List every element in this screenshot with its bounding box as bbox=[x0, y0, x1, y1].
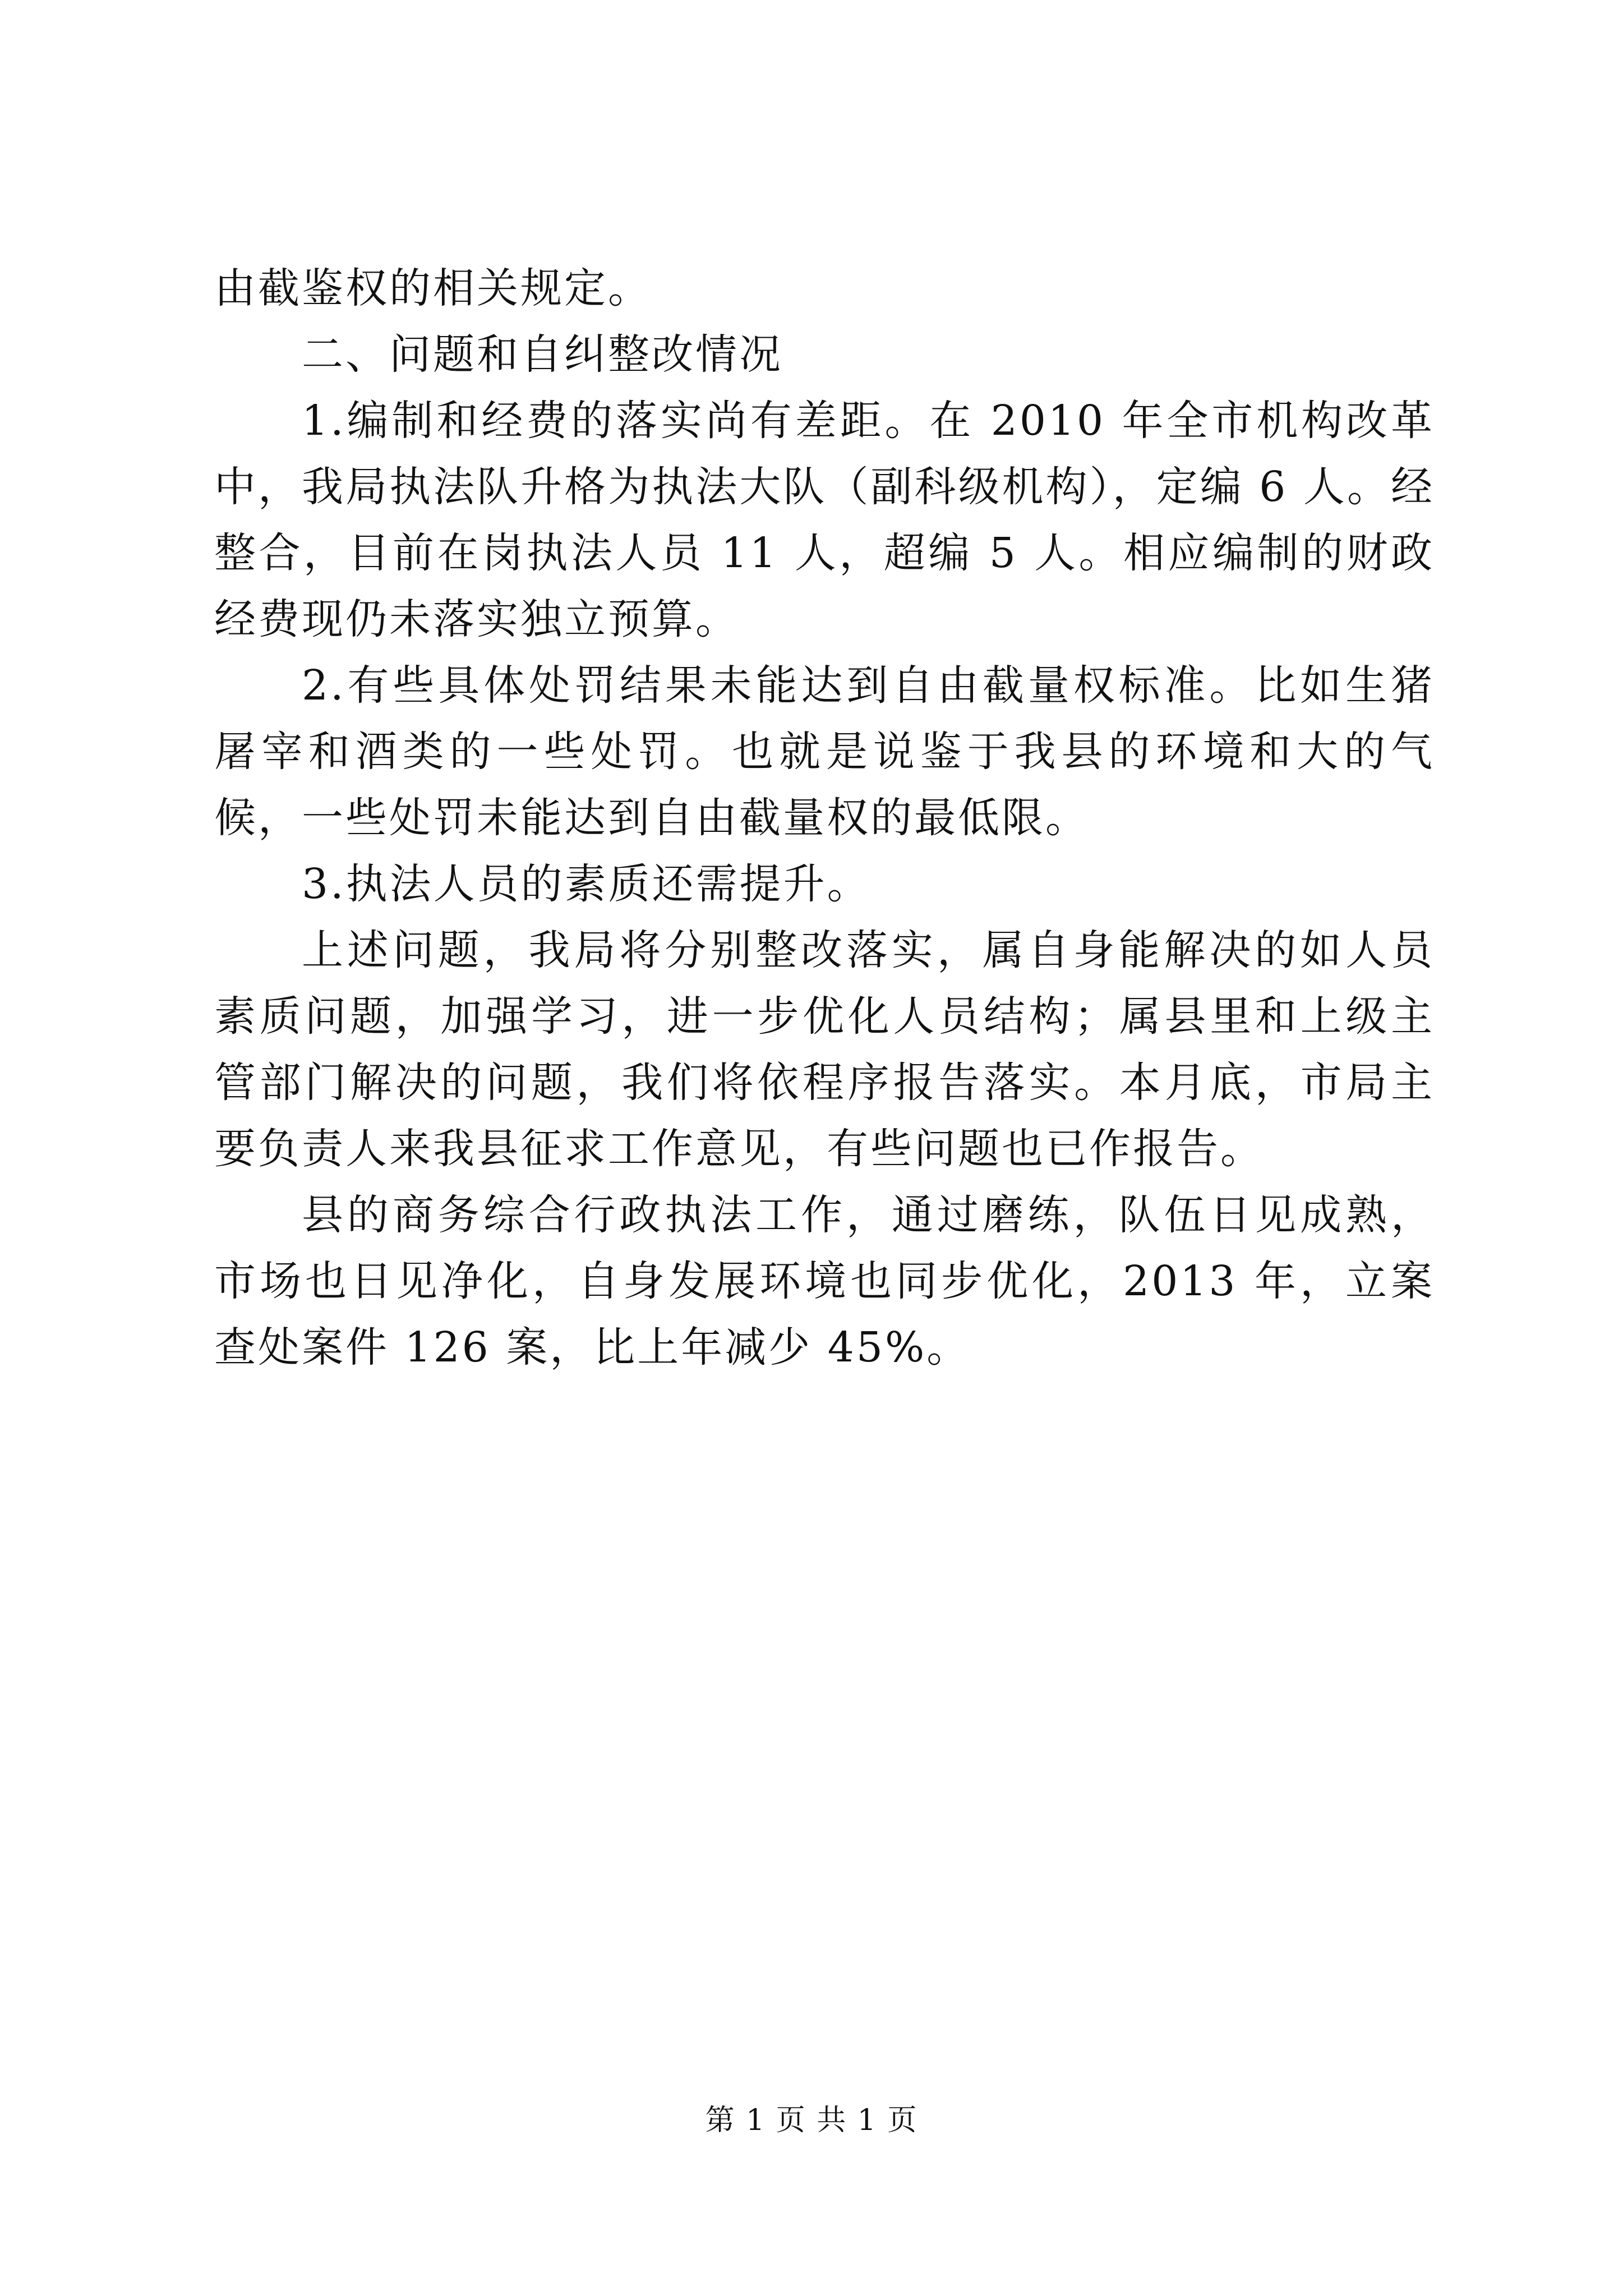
page-number-footer: 第 1 页 共 1 页 bbox=[705, 2104, 918, 2137]
document-body bbox=[214, 255, 1435, 1381]
paragraph-rectification: 上述问题，我局将分别整改落实，属自身能解决的如人员素质问题，加强学习，进一步优化人员结构；属县里和上级主管部门解决的问题，我们将依程序报告落实。本月底，市局主要负责人来我县征求工作意见，有些问题也已作报告。 bbox=[214, 926, 1435, 1173]
paragraph-item-1: 1.编制和经费的落实尚有差距。在 2010 年全市机构改革中，我局执法队升格为执法大队（副科级机构），定编 6 人。经整合，目前在岗执法人员 11 人，超编 5 人。相应编制的财政经费现仍未落实独立预算。 bbox=[214, 397, 1435, 643]
section-heading: 二、问题和自纠整改情况 bbox=[302, 330, 783, 379]
paragraph-1: 由截鉴权的相关规定。 bbox=[214, 264, 652, 312]
paragraph-summary: 县的商务综合行政执法工作，通过磨练，队伍日见成熟，市场也日见净化，自身发展环境也同步优化，2013 年，立案查处案件 126 案，比上年减少 45%。 bbox=[214, 1191, 1435, 1372]
paragraph-item-2: 2.有些具体处罚结果未能达到自由截量权标准。比如生猪屠宰和酒类的一些处罚。也就是说鉴于我县的环境和大的气候，一些处罚未能达到自由截量权的最低限。 bbox=[214, 661, 1435, 842]
paragraph-item-3: 3.执法人员的素质还需提升。 bbox=[302, 860, 871, 908]
